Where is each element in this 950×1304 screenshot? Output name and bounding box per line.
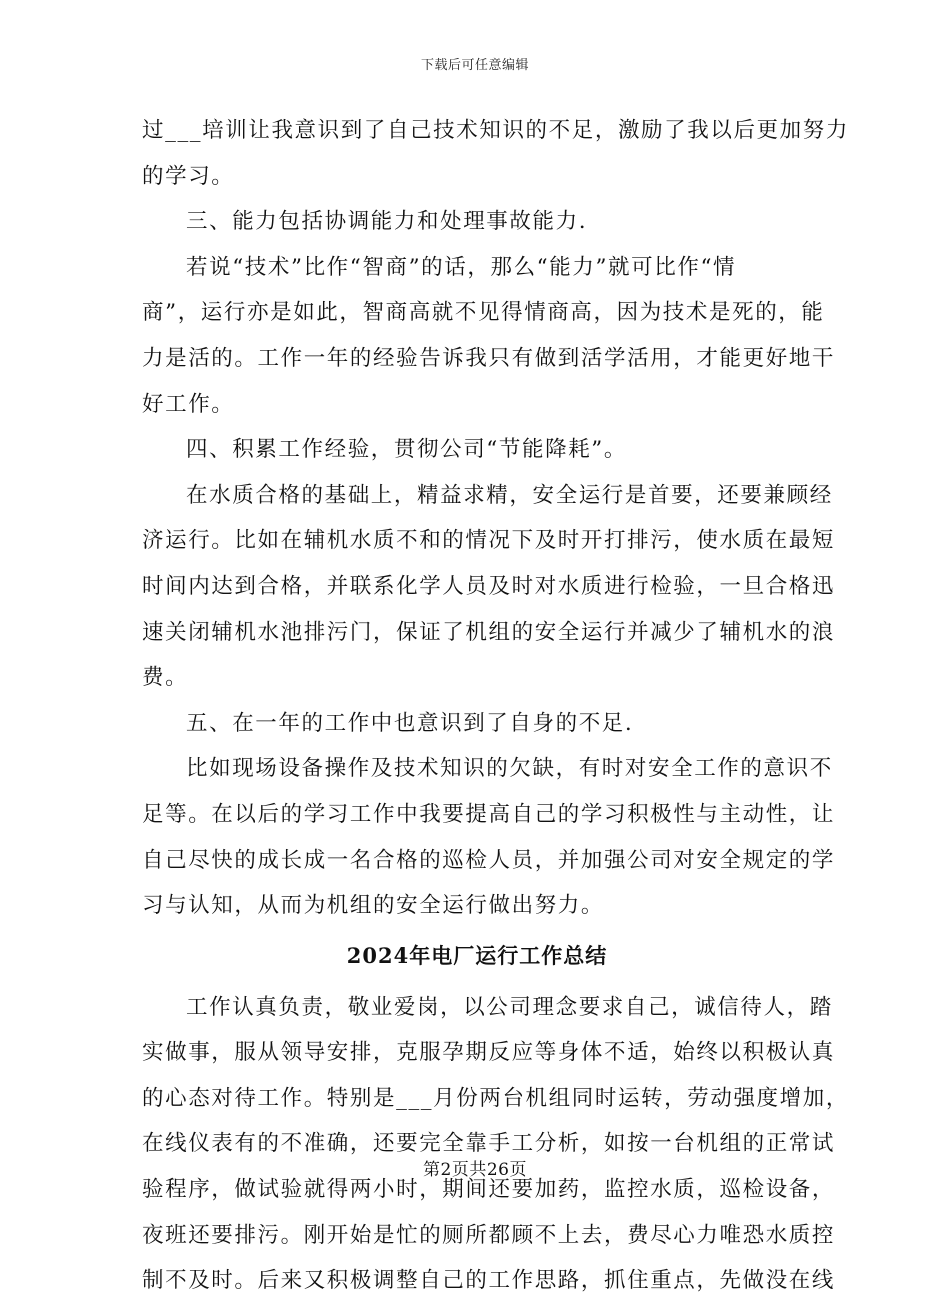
paragraph-line: 在水质合格的基础上，精益求精，安全运行是首要，还要兼顾经 [186, 482, 833, 508]
paragraph-line: 济运行。比如在辅机水质不和的情况下及时开打排污，使水质在最短 [142, 528, 836, 554]
paragraph-line: 制不及时。后来又积极调整自己的工作思路，抓住重点，先做没在线 [142, 1268, 836, 1294]
page-header: 下载后可任意编辑 [420, 58, 529, 73]
section-heading: 四、积累工作经验，贯彻公司“节能降耗”。 [186, 437, 627, 463]
paragraph-line: 费。 [142, 665, 189, 691]
paragraph-line: 的学习。 [142, 163, 235, 189]
paragraph-line: 实做事，服从领导安排，克服孕期反应等身体不适，始终以积极认真 [142, 1040, 836, 1066]
paragraph-line: 比如现场设备操作及技术知识的欠缺，有时对安全工作的意识不 [186, 756, 833, 782]
section-heading: 五、在一年的工作中也意识到了自身的不足. [186, 710, 634, 736]
paragraph-line: 时间内达到合格，并联系化学人员及时对水质进行检验，一旦合格迅 [142, 573, 836, 599]
paragraph-line: 自己尽快的成长成一名合格的巡检人员，并加强公司对安全规定的学 [142, 847, 836, 873]
paragraph-line: 习与认知，从而为机组的安全运行做出努力。 [142, 893, 605, 919]
paragraph-line: 好工作。 [142, 391, 235, 417]
page-footer-page-number: 第2页共26页 [423, 1160, 527, 1180]
paragraph-line: 商”，运行亦是如此，智商高就不见得情商高，因为技术是死的，能 [142, 300, 825, 326]
paragraph-line: 验程序，做试验就得两小时，期间还要加药，监控水质，巡检设备， [142, 1177, 836, 1203]
document-body [142, 108, 849, 1304]
section-heading: 三、能力包括协调能力和处理事故能力. [186, 209, 588, 235]
paragraph-line: 力是活的。工作一年的经验告诉我只有做到活学活用，才能更好地干 [142, 345, 836, 371]
paragraph-line: 足等。在以后的学习工作中我要提高自己的学习积极性与主动性，让 [142, 801, 836, 827]
document-title: 2024年电厂运行工作总结 [346, 942, 608, 968]
paragraph-line: 工作认真负责，敬业爱岗，以公司理念要求自己，诚信待人，踏 [186, 994, 833, 1020]
paragraph-line: 过___培训让我意识到了自己技术知识的不足，激励了我以后更加努力 [142, 118, 849, 143]
paragraph-line: 夜班还要排污。刚开始是忙的厕所都顾不上去，费尽心力唯恐水质控 [142, 1222, 836, 1248]
paragraph-line: 的心态对待工作。特别是___月份两台机组同时运转，劳动强度增加， [142, 1085, 849, 1111]
paragraph-line: 在线仪表有的不准确，还要完全靠手工分析，如按一台机组的正常试 [142, 1131, 836, 1157]
paragraph-line: 速关闭辅机水池排污门，保证了机组的安全运行并减少了辅机水的浪 [142, 619, 836, 645]
paragraph-line: 若说“技术”比作“智商”的话，那么“能力”就可比作“情 [186, 254, 737, 280]
